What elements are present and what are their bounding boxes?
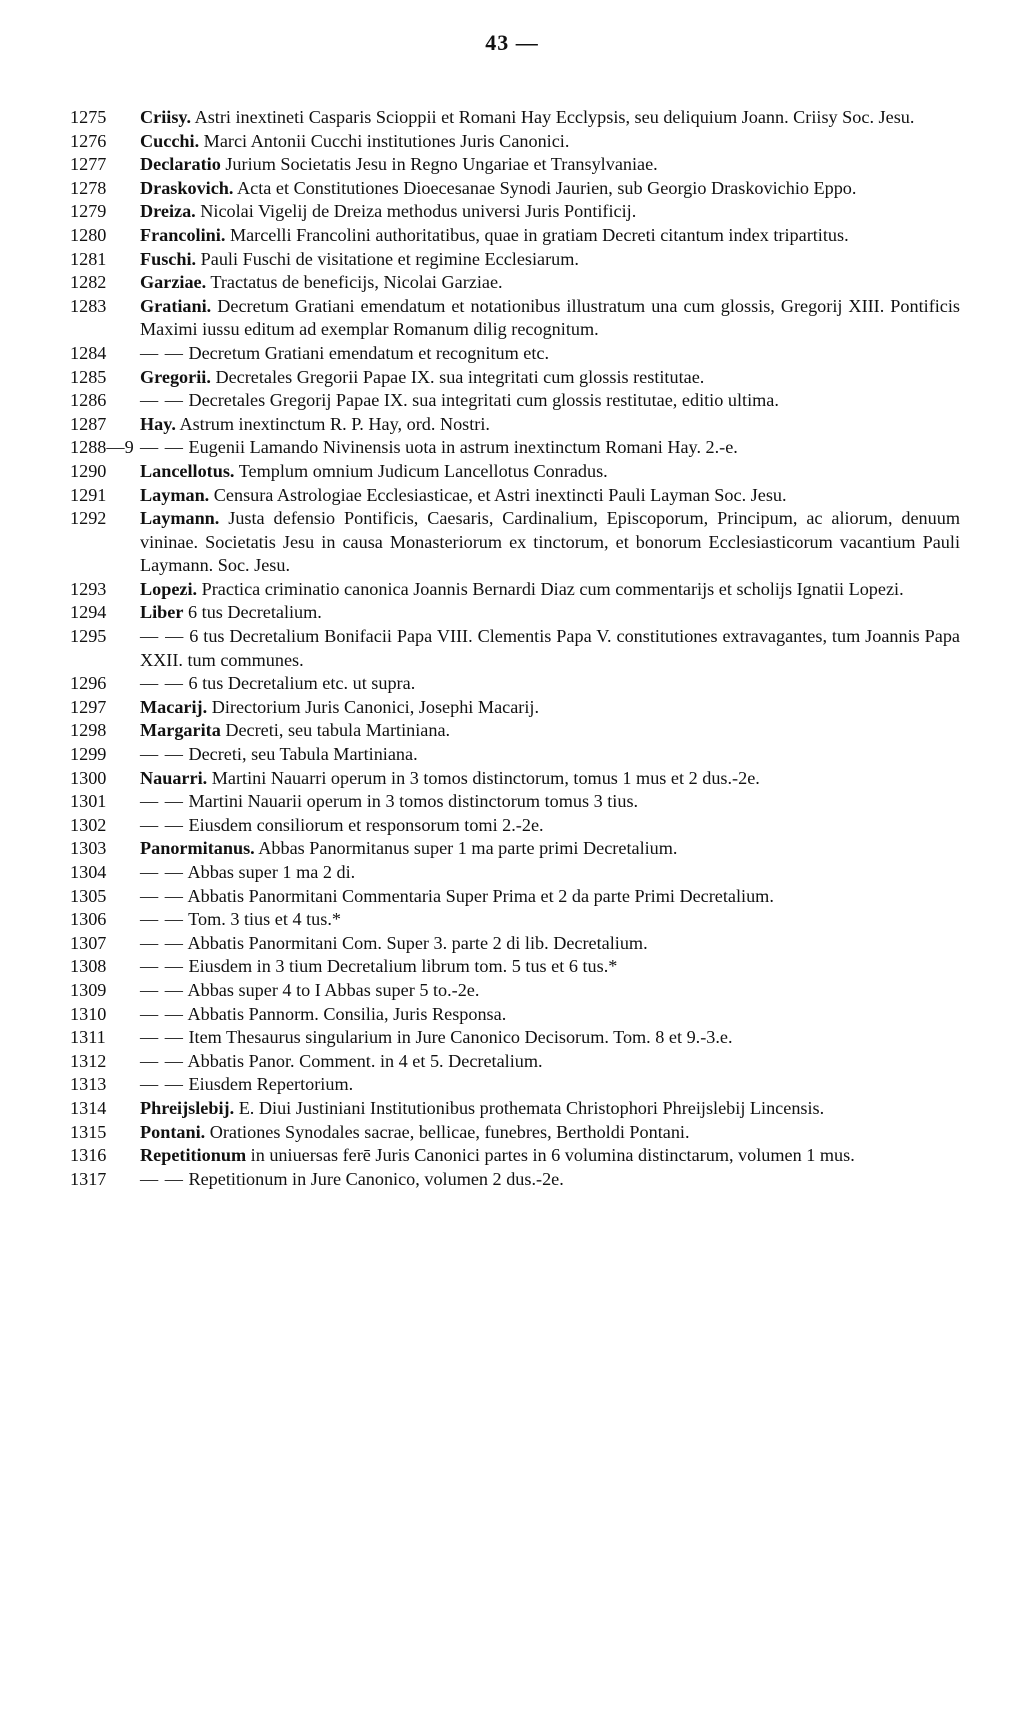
entry-description: Tom. 3 tius et 4 tus.* bbox=[188, 909, 341, 930]
entry-heading: Gregorii. bbox=[140, 366, 211, 387]
entry-heading: — — bbox=[140, 791, 184, 812]
entry-number: 1288—9 bbox=[70, 437, 134, 458]
catalogue-entry bbox=[70, 1003, 960, 1027]
entry-heading: — — bbox=[140, 1003, 184, 1024]
entry-text bbox=[140, 153, 960, 177]
entry-heading: — — bbox=[140, 390, 184, 411]
entry-text bbox=[140, 861, 960, 885]
entry-number: 1278 bbox=[70, 177, 107, 198]
entry-number: 1286 bbox=[70, 390, 107, 411]
catalogue-entry bbox=[70, 1097, 960, 1121]
catalogue-entry bbox=[70, 248, 960, 272]
entry-description: Abbatis Panor. Comment. in 4 et 5. Decretalium. bbox=[187, 1050, 543, 1071]
entry-text bbox=[140, 1003, 960, 1027]
entry-text bbox=[140, 743, 960, 767]
entry-heading: — — bbox=[140, 909, 184, 930]
entry-heading: Declaratio bbox=[140, 154, 221, 175]
entry-text bbox=[140, 1144, 960, 1168]
entry-heading: Nauarri. bbox=[140, 767, 208, 788]
entry-heading: Cucchi. bbox=[140, 130, 200, 151]
catalogue-entry bbox=[70, 932, 960, 956]
entry-heading: — — bbox=[140, 744, 184, 765]
entry-number: 1290 bbox=[70, 460, 107, 481]
entry-description: Martini Nauarii operum in 3 tomos distinctorum tomus 3 tius. bbox=[188, 791, 639, 812]
entry-text bbox=[140, 979, 960, 1003]
entry-number: 1283 bbox=[70, 295, 107, 316]
entry-number: 1317 bbox=[70, 1168, 107, 1189]
entry-description: Abbatis Pannorm. Consilia, Juris Responsa. bbox=[187, 1003, 507, 1024]
entry-number: 1300 bbox=[70, 767, 107, 788]
catalogue-entry bbox=[70, 696, 960, 720]
entry-description: Decretum Gratiani emendatum et recognitum etc. bbox=[188, 342, 550, 363]
catalogue-entry bbox=[70, 979, 960, 1003]
entry-number: 1309 bbox=[70, 979, 107, 1000]
catalogue-entry bbox=[70, 861, 960, 885]
entry-heading: — — bbox=[140, 1027, 184, 1048]
entry-text bbox=[140, 790, 960, 814]
entry-heading: — — bbox=[140, 1050, 184, 1071]
catalogue-entry bbox=[70, 342, 960, 366]
catalogue-entry bbox=[70, 507, 960, 578]
entry-heading: — — bbox=[140, 979, 184, 1000]
entry-number: 1310 bbox=[70, 1003, 107, 1024]
entry-description: Tractatus de beneficijs, Nicolai Garziae. bbox=[210, 272, 503, 293]
entry-description: Justa defensio Pontificis, Caesaris, Cardinalium, Episcoporum, Principum, ac aliorum, denuum vininae. Societatis Jesu in causa Monasteriorum ex tinctorum, et bonorum Ecclesiasticorum vacantium Pauli Laymann. Soc. Jesu. bbox=[140, 508, 960, 576]
entry-heading: Criisy. bbox=[140, 107, 192, 127]
catalogue-entry bbox=[70, 814, 960, 838]
entry-number: 1313 bbox=[70, 1074, 107, 1095]
entry-description: Item Thesaurus singularium in Jure Canonico Decisorum. Tom. 8 et 9.-3.e. bbox=[188, 1027, 733, 1048]
entry-description: 6 tus Decretalium Bonifacii Papa VIII. Clementis Papa V. constitutiones extravagantes, tum Joannis Papa XXII. tum communes. bbox=[140, 626, 961, 670]
entry-text bbox=[140, 1050, 960, 1074]
entry-number: 1277 bbox=[70, 154, 107, 175]
catalogue-entry bbox=[70, 1050, 960, 1074]
entry-heading: Phreijslebij. bbox=[140, 1097, 235, 1118]
entry-heading: — — bbox=[140, 342, 184, 363]
entry-description: Eiusdem in 3 tium Decretalium librum tom. 5 tus et 6 tus.* bbox=[188, 956, 618, 977]
entry-heading: Margarita bbox=[140, 720, 221, 741]
entry-description: Repetitionum in Jure Canonico, volumen 2 dus.-2e. bbox=[188, 1168, 564, 1189]
entry-description: 6 tus Decretalium etc. ut supra. bbox=[188, 673, 416, 694]
catalogue-entry bbox=[70, 389, 960, 413]
entry-description: Abbas super 4 to I Abbas super 5 to.-2e. bbox=[187, 979, 480, 1000]
entry-text bbox=[140, 177, 960, 201]
entry-heading: Fuschi. bbox=[140, 248, 197, 269]
entry-text bbox=[140, 578, 960, 602]
entry-heading: — — bbox=[140, 673, 184, 694]
catalogue-entry bbox=[70, 224, 960, 248]
catalogue-entry bbox=[70, 955, 960, 979]
catalogue-entry bbox=[70, 366, 960, 390]
catalogue-entry bbox=[70, 790, 960, 814]
catalogue-entry bbox=[70, 625, 960, 672]
entry-number: 1307 bbox=[70, 932, 107, 953]
entry-number: 1312 bbox=[70, 1050, 107, 1071]
entry-text bbox=[140, 248, 960, 272]
entry-description: Directorium Juris Canonici, Josephi Macarij. bbox=[211, 696, 540, 717]
entry-heading: — — bbox=[140, 437, 184, 458]
entry-number: 1301 bbox=[70, 791, 107, 812]
catalogue-entry bbox=[70, 436, 960, 460]
entry-number: 1295 bbox=[70, 626, 107, 647]
entry-text bbox=[140, 696, 960, 720]
entry-description: Decretales Gregorij Papae IX. sua integritati cum glossis restitutae, editio ultima. bbox=[188, 390, 779, 411]
entry-description: Marci Antonii Cucchi institutiones Juris Canonici. bbox=[203, 130, 570, 151]
entry-number: 1280 bbox=[70, 224, 107, 245]
entry-text bbox=[140, 295, 960, 342]
entry-number: 1294 bbox=[70, 602, 107, 623]
entry-description: Censura Astrologiae Ecclesiasticae, et Astri inextincti Pauli Layman Soc. Jesu. bbox=[213, 484, 787, 505]
entry-text bbox=[140, 908, 960, 932]
entry-description: in uniuersas ferē Juris Canonici partes in 6 volumina distinctarum, volumen 1 mus. bbox=[250, 1145, 855, 1166]
entry-description: Eiusdem Repertorium. bbox=[188, 1074, 354, 1095]
entry-text bbox=[140, 814, 960, 838]
entry-description: Pauli Fuschi de visitatione et regimine Ecclesiarum. bbox=[200, 248, 579, 269]
entry-text bbox=[140, 1097, 960, 1121]
entry-description: Templum omnium Judicum Lancellotus Conradus. bbox=[238, 460, 608, 481]
entry-text bbox=[140, 460, 960, 484]
entry-text bbox=[140, 342, 960, 366]
entry-heading: Layman. bbox=[140, 484, 210, 505]
catalogue-entry bbox=[70, 1026, 960, 1050]
catalogue-entry bbox=[70, 837, 960, 861]
entry-description: Decretum Gratiani emendatum et notationibus illustratum una cum glossis, Gregorij XIII. Pontificis Maximi iussu editum ad exemplar Romanum dilig recognitum. bbox=[140, 295, 961, 340]
catalogue-entry bbox=[70, 130, 960, 154]
entry-description: Marcelli Francolini authoritatibus, quae in gratiam Decreti citantum index tripartitus. bbox=[229, 224, 849, 245]
entry-heading: — — bbox=[140, 814, 184, 835]
entry-number: 1311 bbox=[70, 1027, 106, 1048]
catalogue-entry bbox=[70, 767, 960, 791]
entry-number: 1287 bbox=[70, 413, 107, 434]
entry-description: Orationes Synodales sacrae, bellicae, funebres, Bertholdi Pontani. bbox=[209, 1121, 690, 1142]
entry-number: 1299 bbox=[70, 744, 107, 765]
entry-number: 1275 bbox=[70, 107, 107, 127]
catalogue-entry bbox=[70, 106, 960, 130]
entry-text bbox=[140, 366, 960, 390]
entry-number: 1306 bbox=[70, 909, 107, 930]
entry-text bbox=[140, 955, 960, 979]
entry-heading: — — bbox=[140, 862, 184, 882]
entry-heading: Lancellotus. bbox=[140, 460, 235, 481]
entry-description: Abbatis Panormitani Commentaria Super Prima et 2 da parte Primi Decretalium. bbox=[187, 885, 774, 906]
entry-heading: — — bbox=[140, 1074, 184, 1095]
entry-text bbox=[140, 271, 960, 295]
entry-text bbox=[140, 719, 960, 743]
entry-heading: Laymann. bbox=[140, 508, 220, 529]
catalogue-entry bbox=[70, 177, 960, 201]
entry-heading: Macarij. bbox=[140, 696, 208, 717]
entry-heading: — — bbox=[140, 1168, 184, 1189]
entry-text bbox=[140, 837, 960, 861]
entry-text bbox=[140, 224, 960, 248]
entry-heading: — — bbox=[140, 932, 184, 953]
entry-description: Abbas super 1 ma 2 di. bbox=[187, 862, 356, 882]
entry-heading: Dreiza. bbox=[140, 201, 196, 222]
entry-description: Astri inextineti Casparis Scioppii et Romani Hay Ecclypsis, seu deliquium Joann. Criisy Soc. Jesu. bbox=[194, 107, 915, 127]
entry-description: Abbas Panormitanus super 1 ma parte primi Decretalium. bbox=[258, 838, 678, 859]
catalogue-entry bbox=[70, 672, 960, 696]
entry-description: Abbatis Panormitani Com. Super 3. parte 2 di lib. Decretalium. bbox=[187, 932, 648, 953]
entry-description: Practica criminatio canonica Joannis Bernardi Diaz cum commentarijs et scholijs Ignatii Lopezi. bbox=[201, 578, 904, 599]
entry-heading: Francolini. bbox=[140, 224, 226, 245]
entry-text bbox=[140, 1168, 960, 1192]
catalogue-entries bbox=[70, 106, 960, 1191]
entry-text bbox=[140, 1121, 960, 1145]
entry-text bbox=[140, 484, 960, 508]
entry-number: 1308 bbox=[70, 956, 107, 977]
catalogue-entry bbox=[70, 743, 960, 767]
entry-number: 1282 bbox=[70, 272, 107, 293]
entry-text bbox=[140, 1073, 960, 1097]
entry-text bbox=[140, 413, 960, 437]
entry-description: Eiusdem consiliorum et responsorum tomi 2.-2e. bbox=[188, 814, 544, 835]
entry-text bbox=[140, 767, 960, 791]
catalogue-entry bbox=[70, 885, 960, 909]
entry-number: 1284 bbox=[70, 342, 107, 363]
entry-text bbox=[140, 885, 960, 909]
entry-number: 1292 bbox=[70, 508, 107, 529]
entry-description: Astrum inextinctum R. P. Hay, ord. Nostri. bbox=[179, 413, 490, 434]
entry-description: E. Diui Justiniani Institutionibus prothemata Christophori Phreijslebij Lincensis. bbox=[238, 1097, 825, 1118]
catalogue-entry bbox=[70, 200, 960, 224]
entry-number: 1298 bbox=[70, 720, 107, 741]
entry-heading: Pontani. bbox=[140, 1121, 206, 1142]
catalogue-entry bbox=[70, 153, 960, 177]
catalogue-entry bbox=[70, 719, 960, 743]
entry-number: 1314 bbox=[70, 1097, 107, 1118]
catalogue-entry bbox=[70, 601, 960, 625]
entry-description: Jurium Societatis Jesu in Regno Ungariae et Transylvaniae. bbox=[225, 154, 658, 175]
catalogue-entry bbox=[70, 578, 960, 602]
catalogue-entry bbox=[70, 1168, 960, 1192]
entry-description: Decretales Gregorii Papae IX. sua integritati cum glossis restitutae. bbox=[215, 366, 705, 387]
entry-text bbox=[140, 932, 960, 956]
entry-heading: Hay. bbox=[140, 413, 176, 434]
entry-number: 1296 bbox=[70, 673, 107, 694]
entry-heading: — — bbox=[140, 626, 185, 647]
entry-number: 1281 bbox=[70, 248, 107, 269]
entry-text bbox=[140, 130, 960, 154]
entry-number: 1302 bbox=[70, 814, 107, 835]
entry-heading: Garziae. bbox=[140, 272, 207, 293]
entry-description: Eugenii Lamando Nivinensis uota in astrum inextinctum Romani Hay. 2.-e. bbox=[188, 437, 738, 458]
entry-number: 1304 bbox=[70, 862, 107, 882]
catalogue-entry bbox=[70, 413, 960, 437]
entry-description: 6 tus Decretalium. bbox=[188, 602, 322, 623]
entry-description: Decreti, seu Tabula Martiniana. bbox=[188, 744, 418, 765]
catalogue-entry bbox=[70, 1144, 960, 1168]
entry-heading: Repetitionum bbox=[140, 1145, 247, 1166]
catalogue-entry bbox=[70, 460, 960, 484]
entry-description: Decreti, seu tabula Martiniana. bbox=[225, 720, 451, 741]
catalogue-entry bbox=[70, 295, 960, 342]
catalogue-entry bbox=[70, 271, 960, 295]
entry-number: 1315 bbox=[70, 1121, 107, 1142]
entry-number: 1297 bbox=[70, 696, 107, 717]
entry-number: 1285 bbox=[70, 366, 107, 387]
entry-heading: Lopezi. bbox=[140, 578, 198, 599]
entry-heading: — — bbox=[140, 885, 184, 906]
entry-heading: Liber bbox=[140, 602, 184, 623]
entry-heading: — — bbox=[140, 956, 184, 977]
entry-text bbox=[140, 625, 960, 672]
catalogue-entry bbox=[70, 908, 960, 932]
catalogue-entry bbox=[70, 1073, 960, 1097]
entry-text bbox=[140, 436, 960, 460]
entry-text bbox=[140, 507, 960, 578]
entry-description: Acta et Constitutiones Dioecesanae Synodi Jaurien, sub Georgio Draskovichio Eppo. bbox=[237, 177, 857, 198]
page-number: 43 — bbox=[485, 30, 539, 55]
entry-heading: Panormitanus. bbox=[140, 838, 255, 859]
entry-heading: Gratiani. bbox=[140, 295, 212, 316]
entry-text bbox=[140, 672, 960, 696]
entry-text bbox=[140, 200, 960, 224]
entry-text bbox=[140, 601, 960, 625]
entry-number: 1303 bbox=[70, 838, 107, 859]
entry-number: 1276 bbox=[70, 130, 107, 151]
entry-number: 1293 bbox=[70, 578, 107, 599]
entry-number: 1291 bbox=[70, 484, 107, 505]
catalogue-entry bbox=[70, 1121, 960, 1145]
entry-number: 1305 bbox=[70, 885, 107, 906]
entry-description: Nicolai Vigelij de Dreiza methodus universi Juris Pontificij. bbox=[200, 201, 637, 222]
entry-text bbox=[140, 1026, 960, 1050]
entry-number: 1316 bbox=[70, 1145, 107, 1166]
entry-text bbox=[140, 389, 960, 413]
entry-number: 1279 bbox=[70, 201, 107, 222]
entry-text bbox=[140, 106, 960, 130]
entry-heading: Draskovich. bbox=[140, 177, 234, 198]
catalogue-entry bbox=[70, 484, 960, 508]
entry-description: Martini Nauarri operum in 3 tomos distinctorum, tomus 1 mus et 2 dus.-2e. bbox=[211, 767, 760, 788]
